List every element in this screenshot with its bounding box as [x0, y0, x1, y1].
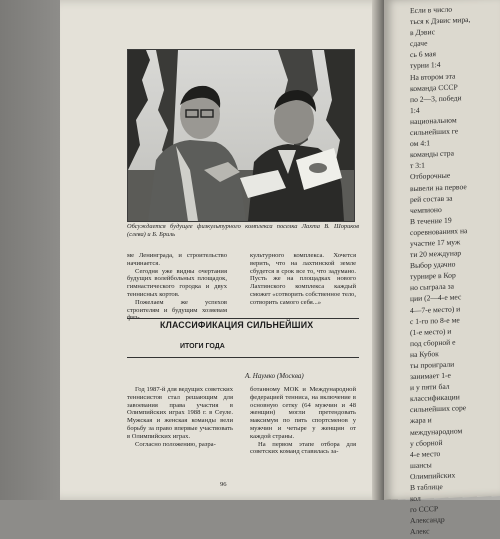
article-left-column [127, 386, 233, 448]
right-page-line: Выбор удачно [410, 259, 456, 271]
right-page-line: 4-е место [410, 448, 441, 459]
paragraph: культурного комплекса. Хочется верить, что на лахтинской земле сбудется в срок все то, что задумано. Пусть же на площадках нового Лахтинского комплекса каждый сможет «сотворить собственное тело, сотворить самого себя...» [250, 252, 356, 306]
right-page-line: соревнованиях на [410, 225, 468, 237]
paragraph: Согласно положению, разра- [135, 440, 216, 448]
heading-rule [127, 318, 359, 319]
left-column [127, 252, 227, 322]
right-page-line: у сборной [410, 437, 443, 448]
right-page-line: занимает 1-е [410, 370, 451, 382]
paragraph: Пожелаем же успехов строителям и будущим хозяевам [127, 298, 227, 314]
right-page-line: Если в число [410, 4, 453, 16]
right-page-line: на Кубок [410, 348, 439, 359]
right-page-line: под сборной е [410, 337, 456, 348]
right-page-line: участие 17 муж [410, 237, 461, 249]
right-page-line: по 2—3, победи [410, 93, 462, 104]
right-page-line: с 1-го по 8-е ме [410, 314, 460, 326]
right-page-line: кол [410, 493, 421, 504]
right-page-line: сдаче [410, 38, 428, 49]
right-page-line: (1-е место) и [410, 326, 452, 337]
right-page-line: вывели на первое [410, 181, 467, 193]
right-page-line: сильнейших ге [410, 126, 459, 138]
right-page-line: международном [410, 425, 463, 437]
paragraph: Сегодня уже видны очертания будущих волейбольных площадок, гимнастического городка и двух теннисных кортов. [127, 267, 227, 298]
right-page-line: Алекс [410, 526, 430, 537]
right-page-line: чемпионо [410, 204, 442, 215]
right-page-text [384, 0, 500, 538]
right-page-line: ться к Дэвис мира, [410, 15, 471, 27]
right-page-line: рей состав за [410, 193, 453, 204]
page-number: 96 [220, 481, 227, 488]
right-page-line: шансы [410, 460, 432, 470]
author: А. Наумко (Москва) [245, 372, 304, 380]
photo-two-men-with-papers [128, 50, 354, 221]
right-page-line: В таблице [410, 481, 443, 493]
right-page-line: Олимпийских [410, 470, 456, 482]
right-page-line: 1:4 [410, 105, 420, 115]
right-page-line: ом 4:1 [410, 138, 431, 149]
right-page-line: ти 20 междунар [410, 248, 462, 260]
right-page-line: команда СССР [410, 82, 458, 93]
article-right-column [250, 386, 356, 456]
right-page-line: т 3:1 [410, 160, 425, 171]
right-page-line: команды стра [410, 148, 454, 160]
paragraph: Год 1987-й для ведущих советских теннисистов стал решающим для завоевания права участия в Олимпийских играх 1988 г. в Сеуле. Мужская и женская команды вели борьбу за право впервые участвовать в Олимпийских играх. [127, 386, 233, 440]
right-page-line: сь 6 мая [410, 49, 437, 60]
paragraph: ботанному МОК и Международной федерацией тенниса, на включение в основную сетку (64 мужчин и 48 женщин) могли претендовать максимум по пять спортсменов у мужчин и четыре у женщин от каждой страны. [250, 386, 356, 440]
section-heading: КЛАССИФИКАЦИЯ СИЛЬНЕЙШИХ [160, 320, 314, 330]
right-page-line: сильнейших соре [410, 403, 467, 415]
right-page-line: классификации [410, 392, 460, 404]
subheading: ИТОГИ ГОДА [180, 343, 225, 350]
photo [127, 49, 355, 222]
subheading-rule [127, 357, 359, 358]
right-page-line: в Дэвис [410, 27, 435, 38]
right-column [250, 252, 356, 307]
right-page-line: Александр [410, 515, 445, 526]
photo-caption: Обсуждается будущее физкультурного комплекса поселка Лахта В. Шориков (слева) и Б. Бриль [127, 223, 359, 239]
right-page-line: турнире в Кор [410, 270, 456, 282]
right-page-line: го СССР [410, 504, 439, 515]
right-page [384, 0, 500, 537]
paragraph: ме Ленинграда, и строительство начинается. [127, 252, 227, 267]
right-page-line: жара и [410, 415, 432, 426]
right-page-line: но сыграла за [410, 281, 455, 293]
right-page-line: и у пяти бал [410, 381, 450, 393]
right-page-line: ты проиграли [410, 359, 455, 371]
right-page-line: Отборочные [410, 171, 451, 182]
right-page-line: На втором эта [410, 71, 456, 82]
right-page-line: ции (2—4-е мес [410, 292, 462, 304]
right-page-line: национальном [410, 115, 457, 127]
right-page-line: турни 1:4 [410, 60, 441, 71]
right-page-line: В течение 19 [410, 215, 452, 226]
paragraph: На первом этапе отбора для советских команд ставилась за- [250, 440, 356, 456]
right-page-line: 4—7-е место) и [410, 303, 461, 315]
